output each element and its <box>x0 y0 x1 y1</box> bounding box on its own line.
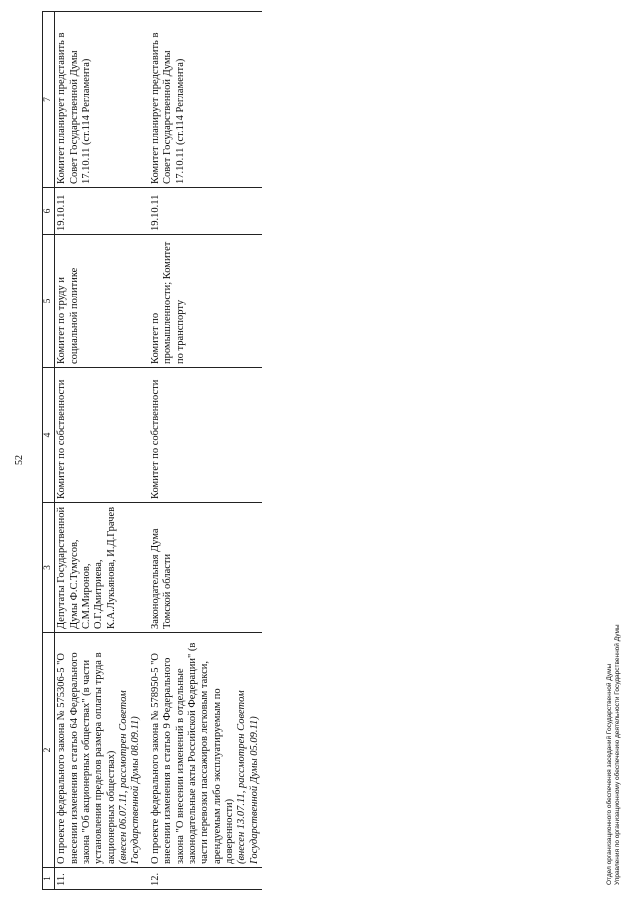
bill-title: О проекте федерального закона № 578950-5 "О внесении изменения в статью 9 Федерального закона "О внесении изменений в отдельные законодательные акты Российской Федерации" (в части перевозки пассажиров легковым такси, арендуемым либо эксплуатируемым по доверенности) <box>149 642 236 864</box>
column-header: 6 <box>43 188 55 235</box>
column-header: 3 <box>43 503 55 633</box>
responsible-committee: Комитет по собственности <box>55 368 144 503</box>
footer-line: Управления по организационному обеспечению деятельности Государственной Думы <box>614 624 622 885</box>
review-date: 19.10.11 <box>55 188 144 235</box>
committee-plan: Комитет планирует представить в Совет Государственной Думы 17.10.11 (ст.114 Регламента) <box>144 12 262 188</box>
committee-plan: Комитет планирует представить в Совет Государственной Думы 17.10.11 (ст.114 Регламента) <box>55 12 144 188</box>
column-header: 2 <box>43 633 55 868</box>
co-executor-committee: Комитет по труду и социальной политике <box>55 235 144 368</box>
row-number: 11. <box>55 868 144 890</box>
table-row <box>144 12 262 890</box>
responsible-committee: Комитет по собственности <box>144 368 262 503</box>
page-number: 52 <box>14 455 25 465</box>
column-header: 7 <box>43 12 55 188</box>
review-date: 19.10.11 <box>144 188 262 235</box>
table-row <box>55 12 144 890</box>
column-header: 1 <box>43 868 55 890</box>
header-row <box>43 12 55 890</box>
co-executor-committee: Комитет по промышленности; Комитет по транспорту <box>144 235 262 368</box>
footer-line: Отдел организационного обеспечения заседаний Государственной Думы <box>606 663 613 885</box>
page-footer <box>606 624 623 885</box>
column-header: 4 <box>43 368 55 503</box>
bill-title: О проекте федерального закона № 575306-5 "О внесении изменения в статью 64 Федерального закона "Об акционерных обществах" (в части установления пределов размера оплаты труда в акционерных обществах) <box>56 652 117 864</box>
bill-description <box>144 633 262 868</box>
bill-description <box>55 633 144 868</box>
register-table <box>42 11 262 890</box>
bill-note: (внесен 06.07.11, рассмотрен Советом Государственной Думы 08.09.11) <box>118 690 142 864</box>
column-header: 5 <box>43 235 55 368</box>
bill-author: Законодательная Дума Томской области <box>144 503 262 633</box>
bill-note: (внесен 13.07.11, рассмотрен Советом Государственной Думы 05.09.11) <box>236 690 260 864</box>
bill-author: Депутаты Государственной Думы Ф.С.Тумусов, С.М.Миронов, О.Г.Дмитриева, К.А.Лукьянова, И.Д.Грачев <box>55 503 144 633</box>
row-number: 12. <box>144 868 262 890</box>
